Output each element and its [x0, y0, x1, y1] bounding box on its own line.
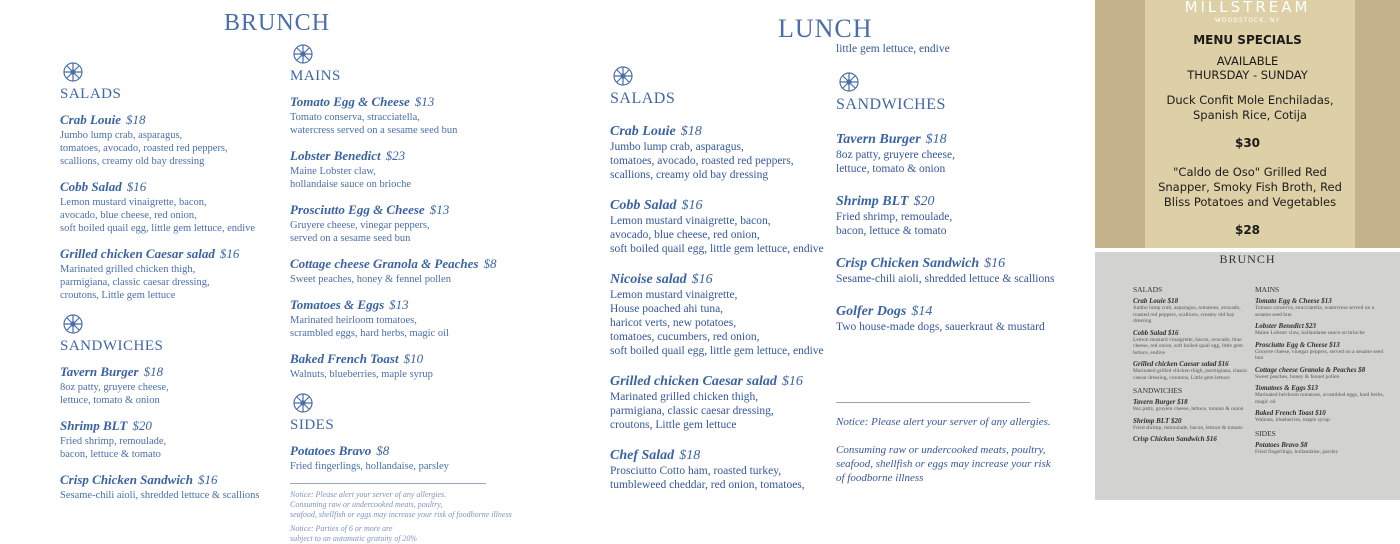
- menu-item: [290, 201, 540, 245]
- logo-subtitle: WOODSTOCK, NY: [1214, 17, 1281, 24]
- photo-item-name: Lobster Benedict $23: [1255, 322, 1317, 330]
- photo-item-name: Baked French Toast $10: [1255, 409, 1326, 417]
- foodborne-notice: [836, 443, 1086, 485]
- menu-item: [610, 446, 835, 492]
- menu-item: [610, 270, 835, 358]
- menu-item-name: Potatoes Bravo: [290, 443, 372, 458]
- lunch-salads-list: [610, 122, 835, 492]
- menu-item-title: [836, 192, 1086, 210]
- menu-item-description: parmigiana, classic caesar dressing,: [610, 405, 774, 417]
- menu-item-price: $18: [925, 132, 947, 147]
- photo-item-description: Gruyere cheese, vinegar peppers, served on a sesame seed bun: [1255, 348, 1383, 361]
- menu-item-title: [290, 147, 540, 165]
- menu-item-price: $16: [681, 198, 703, 213]
- menu-item-description: scrambled eggs, hard herbs, magic oil: [290, 328, 449, 339]
- menu-item-description: scallions, creamy old bay dressing: [610, 169, 769, 181]
- lunch-menu: [550, 0, 1095, 500]
- menu-item-title: [60, 178, 285, 196]
- special-price-1: $30: [1234, 136, 1261, 150]
- menu-item-description: Marinated grilled chicken thigh,: [610, 391, 759, 403]
- lunch-sandwiches-list: [836, 130, 1086, 334]
- photo-item-name: Shrimp BLT $20: [1133, 416, 1182, 425]
- menu-item-description: hollandaise sauce on brioche: [290, 179, 411, 190]
- wheel-icon: [290, 42, 316, 66]
- photo-item-name: Potatoes Bravo $8: [1255, 440, 1308, 449]
- menu-item: [60, 178, 285, 235]
- menu-item-description: Two house-made dogs, sauerkraut & mustard: [836, 321, 1045, 333]
- special-dish-1: Duck Confit Mole Enchiladas, Spanish Rice, Cotija: [1166, 93, 1334, 122]
- photo-item-description: Maine Lobster claw, hollandaise sauce on brioche: [1255, 330, 1365, 336]
- photo-item-description: Walnuts, blueberries, maple syrup: [1255, 417, 1330, 423]
- menu-item: [290, 255, 540, 286]
- menu-item-description: lettuce, tomato & onion: [60, 395, 160, 406]
- menu-item-price: $20: [132, 418, 152, 433]
- menu-item: [836, 302, 1086, 334]
- allergy-notice: Notice: Please alert your server of any allergies.: [836, 416, 1051, 428]
- photo-item-description: Sweet peaches, honey & fennel pollen: [1255, 373, 1340, 380]
- menu-item: [610, 196, 835, 256]
- photo-section-heading: SIDES: [1255, 428, 1276, 438]
- menu-item-description: Lemon mustard vinaigrette, bacon,: [610, 215, 771, 227]
- photo-section-heading: SALADS: [1133, 285, 1163, 294]
- menu-item-title: [60, 245, 285, 263]
- brunch-sandwiches-heading: SANDWICHES: [60, 338, 164, 354]
- millstream-logo: MILLSTREAM: [1184, 0, 1311, 16]
- lunch-left-column: [610, 64, 835, 506]
- menu-item: [290, 442, 540, 473]
- menu-item-price: $23: [385, 148, 406, 163]
- brunch-salads-heading: SALADS: [60, 86, 122, 102]
- photo-item-description: 8oz patty, gruyere cheese, lettuce, tomato & onion: [1133, 406, 1244, 412]
- menu-item-title: [610, 270, 835, 288]
- menu-item-description: parmigiana, classic caesar dressing,: [60, 277, 210, 288]
- photo-item-description: Fried shrimp, remoulade, bacon, lettuce & tomato: [1133, 424, 1243, 431]
- menu-item-price: $16: [197, 472, 218, 487]
- menu-item-price: $10: [403, 351, 424, 366]
- menu-item-description: avocado, blue cheese, red onion,: [610, 229, 760, 241]
- menu-item-title: [610, 372, 835, 390]
- menu-item: [836, 130, 1086, 176]
- photo-right-column: [1255, 280, 1385, 459]
- photo-item-name: Prosciutto Egg & Cheese $13: [1255, 340, 1340, 349]
- brunch-mains-list: [290, 93, 540, 381]
- menu-item-title: [60, 417, 285, 435]
- menu-item-description: haricot verts, new potatoes,: [610, 317, 737, 329]
- menu-item-name: Crab Louie: [610, 124, 676, 139]
- available-days: THURSDAY - SUNDAY: [1187, 68, 1308, 82]
- menu-item-description: Prosciutto Cotto ham, roasted turkey,: [610, 465, 782, 477]
- menu-item-title: [60, 111, 285, 129]
- menu-item-name: Chef Salad: [610, 448, 675, 463]
- menu-item-description: Sesame-chili aioli, shredded lettuce & scallions: [836, 273, 1055, 285]
- menu-item-title: [290, 350, 540, 368]
- menu-item-description: soft boiled quail egg, little gem lettuce, endive: [610, 345, 824, 357]
- brunch-title: BRUNCH: [224, 10, 331, 36]
- brunch-menu-photo: [1095, 252, 1400, 500]
- menu-item-title: [610, 196, 835, 214]
- brunch-sides-list: [290, 442, 540, 473]
- menu-item-description: tomatoes, cucumbers, red onion,: [610, 331, 760, 343]
- menu-specials-card: [1095, 0, 1400, 248]
- menu-item-description: tomatoes, avocado, roasted red peppers,: [60, 143, 228, 154]
- wheel-icon: [60, 60, 86, 84]
- menu-item-description: Maine Lobster claw,: [290, 166, 376, 177]
- menu-item-name: Tavern Burger: [60, 364, 139, 379]
- menu-item-description: Lemon mustard vinaigrette,: [610, 289, 738, 301]
- menu-item: [836, 254, 1086, 286]
- menu-item: [290, 350, 540, 381]
- menu-item-description: Marinated heirloom tomatoes,: [290, 315, 417, 326]
- menu-item-description: tomatoes, avocado, roasted red peppers,: [610, 155, 794, 167]
- menu-item-name: Cobb Salad: [610, 198, 677, 213]
- menu-item-title: [610, 446, 835, 464]
- menu-item-price: $16: [984, 256, 1006, 271]
- menu-item-description: Lemon mustard vinaigrette, bacon,: [60, 197, 207, 208]
- lunch-salads-heading: SALADS: [610, 90, 676, 107]
- menu-item-description: bacon, lettuce & tomato: [836, 225, 947, 237]
- menu-item-name: Grilled chicken Caesar salad: [60, 246, 215, 261]
- photo-item-name: Tomatoes & Eggs $13: [1255, 384, 1318, 392]
- menu-item-title: [610, 122, 835, 140]
- menu-item: [290, 147, 540, 191]
- brunch-sides-heading: SIDES: [290, 417, 335, 433]
- menu-item-price: $13: [414, 94, 435, 109]
- menu-item-title: [290, 93, 540, 111]
- brunch-menu: [0, 0, 550, 543]
- menu-item-description: Fried fingerlings, hollandaise, parsley: [290, 461, 449, 472]
- notice-line: seafood, shellfish or eggs may increase your risk of foodborne illness: [290, 510, 512, 519]
- menu-item-price: $8: [483, 256, 497, 271]
- menu-item-name: Nicoise salad: [610, 272, 687, 287]
- menu-item-price: $18: [126, 112, 146, 127]
- menu-item-name: Baked French Toast: [290, 351, 399, 366]
- notice-line: of foodborne illness: [836, 472, 924, 484]
- menu-item-price: $8: [376, 443, 390, 458]
- specials-heading: MENU SPECIALS: [1193, 33, 1302, 47]
- wheel-icon: [290, 391, 316, 415]
- menu-item-name: Tomato Egg & Cheese: [290, 94, 410, 109]
- menu-item-title: [290, 296, 540, 314]
- menu-item-description: Fried shrimp, remoulade,: [836, 211, 953, 223]
- menu-item-description: croutons, Little gem lettuce: [60, 290, 176, 301]
- menu-item-title: [290, 255, 540, 273]
- available-label: AVAILABLE: [1216, 54, 1279, 68]
- brunch-right-column: [290, 42, 540, 544]
- menu-item-price: $16: [219, 246, 240, 261]
- menu-item-description: Fried shrimp, remoulade,: [60, 436, 167, 447]
- photo-item-name: Crab Louie $18: [1133, 297, 1179, 305]
- menu-item-description: Walnuts, blueberries, maple syrup: [290, 369, 433, 380]
- divider: [836, 402, 1030, 403]
- menu-item-name: Crisp Chicken Sandwich: [60, 472, 193, 487]
- menu-item-description: 8oz patty, gruyere cheese,: [836, 149, 955, 161]
- menu-item-name: Crab Louie: [60, 112, 122, 127]
- lunch-title: LUNCH: [778, 14, 873, 43]
- special-dish-2: "Caldo de Oso" Grilled Red Snapper, Smoky Fish Broth, Red Bliss Potatoes and Vegetables: [1158, 165, 1342, 209]
- menu-item: [290, 93, 540, 137]
- special-price-2: $28: [1234, 223, 1261, 237]
- menu-item-description: Sesame-chili aioli, shredded lettuce & scallions: [60, 490, 260, 501]
- menu-item-description: Jumbo lump crab, asparagus,: [60, 130, 183, 141]
- menu-item-price: $18: [143, 364, 164, 379]
- menu-item-name: Prosciutto Egg & Cheese: [290, 202, 425, 217]
- menu-item-description: soft boiled quail egg, little gem lettuce, endive: [610, 243, 824, 255]
- menu-item-name: Crisp Chicken Sandwich: [836, 256, 980, 271]
- lunch-sandwiches-heading: SANDWICHES: [836, 96, 946, 113]
- lunch-right-column: [836, 42, 1086, 485]
- menu-item-title: [60, 363, 285, 381]
- menu-item-name: Lobster Benedict: [290, 148, 381, 163]
- menu-item-description: 8oz patty, gruyere cheese,: [60, 382, 169, 393]
- photo-section-heading: MAINS: [1255, 285, 1280, 294]
- menu-item-description: bacon, lettuce & tomato: [60, 449, 161, 460]
- wheel-icon: [610, 64, 636, 88]
- menu-item-description: soft boiled quail egg, little gem lettuce, endive: [60, 223, 256, 234]
- photo-item-description: Marinated heirloom tomatoes, scrambled eggs, hard herbs, magic oil: [1255, 392, 1385, 405]
- menu-item: [60, 417, 285, 461]
- menu-item-description: Jumbo lump crab, asparagus,: [610, 141, 744, 153]
- wheel-icon: [60, 312, 86, 336]
- menu-item-title: [290, 442, 540, 460]
- notice-line: Notice: Parties of 6 or more are: [290, 524, 393, 533]
- photo-section-heading: SANDWICHES: [1133, 386, 1183, 395]
- photo-item-name: Crisp Chicken Sandwich $16: [1133, 435, 1217, 443]
- menu-item-title: [60, 471, 285, 489]
- photo-item-description: Marinated grilled chicken thigh, parmigiana, classic caesar dressing, croutons, Little gem lettuce: [1133, 368, 1248, 381]
- photo-item-description: Tomato conserva, stracciatella, watercress served on a sesame seed bun: [1255, 305, 1375, 318]
- menu-item-price: $16: [781, 374, 803, 389]
- photo-item-name: Tomato Egg & Cheese $13: [1255, 297, 1332, 305]
- menu-item-title: [836, 130, 1086, 148]
- brunch-left-column: [60, 60, 285, 512]
- notice-line: Consuming raw or undercooked meats, poultry,: [836, 444, 1046, 456]
- photo-item-description: Lemon mustard vinaigrette, bacon, avocado, blue cheese, red onion, soft boiled quail egg, little gem lettuce, endive: [1133, 336, 1243, 356]
- photo-item-description: Fried fingerlings, hollandaise, parsley: [1255, 448, 1339, 455]
- photo-item-name: Grilled chicken Caesar salad $16: [1133, 360, 1229, 368]
- photo-item-name: Cottage cheese Granola & Peaches $8: [1255, 365, 1366, 374]
- menu-item-name: Shrimp BLT: [836, 194, 909, 209]
- menu-item: [60, 471, 285, 502]
- menu-item-price: $13: [429, 202, 450, 217]
- menu-item-price: $14: [911, 304, 933, 319]
- allergy-notice: [290, 490, 540, 520]
- menu-item-price: $16: [691, 272, 713, 287]
- menu-item-description: tumbleweed cheddar, red onion, tomatoes,: [610, 479, 805, 491]
- menu-item-description: Marinated grilled chicken thigh,: [60, 264, 196, 275]
- wheel-icon: [836, 70, 862, 94]
- menu-item-description: avocado, blue cheese, red onion,: [60, 210, 197, 221]
- menu-item-price: $18: [680, 124, 702, 139]
- menu-item-description: watercress served on a sesame seed bun: [290, 125, 458, 136]
- menu-item-price: $16: [126, 179, 147, 194]
- gratuity-notice: [290, 524, 540, 544]
- menu-item-name: Golfer Dogs: [836, 304, 907, 319]
- menu-item: [60, 111, 285, 168]
- menu-item: [60, 245, 285, 302]
- menu-item-description: House poached ahi tuna,: [610, 303, 724, 315]
- continued-text: little gem lettuce, endive: [836, 43, 950, 55]
- menu-item-description: Gruyere cheese, vinegar peppers,: [290, 220, 430, 231]
- menu-item-description: scallions, creamy old bay dressing: [60, 156, 205, 167]
- menu-item-price: $13: [389, 297, 409, 312]
- menu-item: [836, 192, 1086, 238]
- menu-item: [60, 363, 285, 407]
- menu-item-title: [290, 201, 540, 219]
- menu-item-name: Tomatoes & Eggs: [290, 297, 385, 312]
- menu-item-price: $18: [679, 448, 701, 463]
- photo-item-description: Jumbo lump crab, asparagus, tomatoes, avocado, roasted red peppers, scallions, creamy old bay dressing: [1133, 305, 1241, 324]
- photo-item-name: Cobb Salad $16: [1133, 328, 1179, 337]
- menu-item: [610, 372, 835, 432]
- menu-item-name: Cobb Salad: [60, 179, 122, 194]
- menu-item: [290, 296, 540, 340]
- photo-item-name: Tavern Burger $18: [1133, 398, 1188, 406]
- menu-item: [610, 122, 835, 182]
- menu-item-description: served on a sesame seed bun: [290, 233, 411, 244]
- menu-item-price: $20: [913, 194, 935, 209]
- notice-line: seafood, shellfish or eggs may increase your risk: [836, 458, 1051, 470]
- menu-item-name: Shrimp BLT: [60, 418, 128, 433]
- menu-item-description: Tomato conserva, stracciatella,: [290, 112, 420, 123]
- menu-item-name: Tavern Burger: [836, 132, 921, 147]
- menu-item-description: lettuce, tomato & onion: [836, 163, 946, 175]
- brunch-mains-heading: MAINS: [290, 68, 341, 84]
- menu-item-name: Cottage cheese Granola & Peaches: [290, 256, 479, 271]
- menu-item-title: [836, 302, 1086, 320]
- menu-item-name: Grilled chicken Caesar salad: [610, 374, 777, 389]
- notice-line: Notice: Please alert your server of any allergies.: [290, 490, 447, 499]
- menu-item-description: Sweet peaches, honey & fennel pollen: [290, 274, 451, 285]
- photo-brunch-title: BRUNCH: [1219, 252, 1276, 266]
- menu-item-title: [836, 254, 1086, 272]
- brunch-sandwiches-list: [60, 363, 285, 502]
- photo-left-column: [1133, 280, 1253, 443]
- brunch-salads-list: [60, 111, 285, 302]
- notice-line: Consuming raw or undercooked meats, poultry,: [290, 500, 443, 509]
- notice-line: subject to an automatic gratuity of 20%: [290, 534, 418, 543]
- divider: [290, 483, 486, 484]
- menu-item-description: croutons, Little gem lettuce: [610, 419, 737, 431]
